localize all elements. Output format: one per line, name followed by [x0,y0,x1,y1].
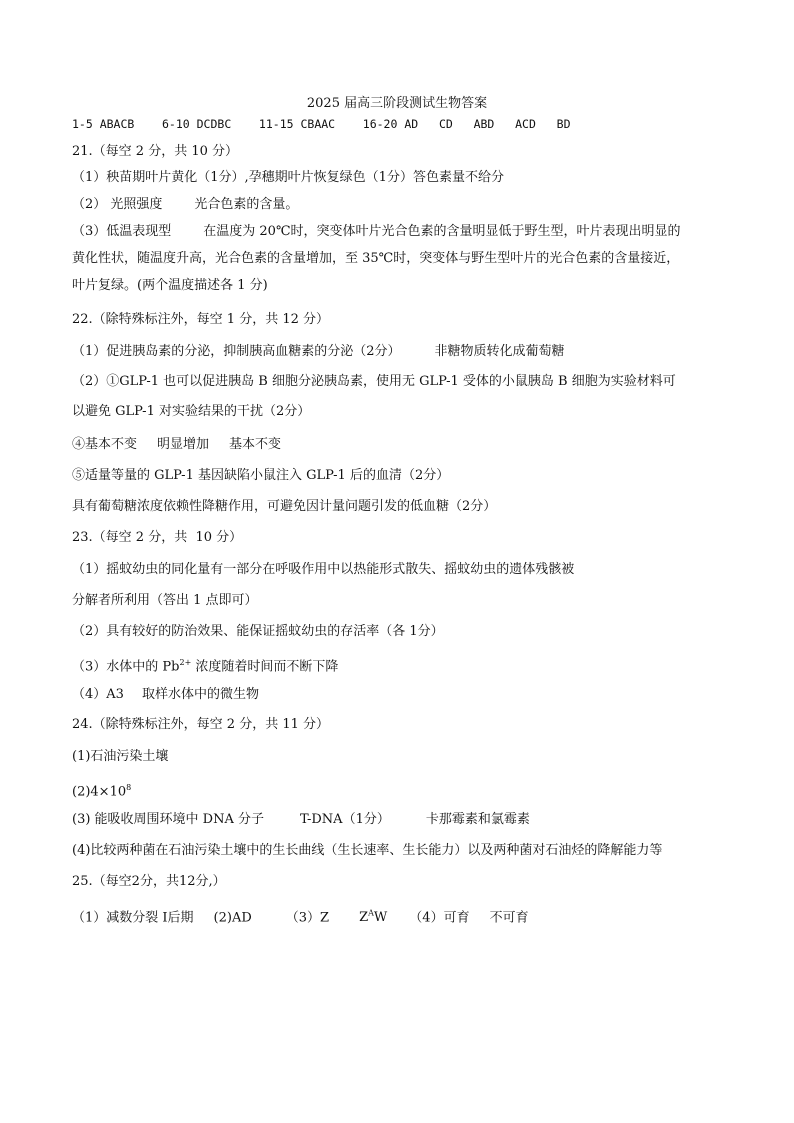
q25-answer-3-b-pre: Z [359,910,369,926]
q21-answer-3-line-1 [72,222,681,242]
q24-answer-3-part-2: T-DNA（1分） [300,812,390,827]
q24-answer-2-superscript: 8 [126,783,132,792]
q21-answer-3-text: 在温度为 20℃时，突变体叶片光合色素的含量明显低于野生型，叶片表现出明显的 [203,224,681,239]
q25-answer-4-label: （4）可育 [409,910,470,926]
q23-answer-3-post: 浓度随着时间而不断下降 [191,659,339,675]
q21-answer-1: （1）秧苗期叶片黄化（1分）,孕穗期叶片恢复绿色（1分）答色素量不给分 [72,170,504,185]
q22-answer-2-line-2: 以避免 GLP-1 对实验结果的干扰（2分） [72,404,311,419]
q21-answer-3-line-2: 黄化性状，随温度升高，光合色素的含量增加，至 35℃时，突变体与野生型叶片的光合色素的含量接近， [72,251,680,266]
q22-answer-4-part-2: 明显增加 [157,437,210,452]
q22-answer-4 [72,435,281,455]
q23-answer-3-superscript: 2+ [179,658,192,667]
choice-answers-line: 1-5 ABACB 6-10 DCDBC 11-15 CBAAC 16-20 AD CD ABD ACD BD [72,117,571,131]
q25-answer-3-b-post: W [373,910,388,926]
q25-answer-4-text: 不可育 [489,910,529,926]
q24-answer-3-part-1: (3) 能吸收周围环境中 DNA 分子 [72,812,264,827]
q21-answer-2 [72,195,298,215]
q22-answer-1-text: （1）促进胰岛素的分泌，抑制胰高血糖素的分泌（2分） [72,344,401,359]
q22-header: 22.（除特殊标注外，每空 1 分，共 12 分） [72,312,330,327]
q24-header: 24.（除特殊标注外，每空 2 分，共 11 分） [72,717,330,732]
q22-answer-4-part-1: ④基本不变 [72,437,138,452]
q22-answer-5: ⑤适量等量的 GLP-1 基因缺陷小鼠注入 GLP-1 后的血清（2分） [72,468,450,483]
q21-header: 21.（每空 2 分，共 10 分） [72,144,239,159]
q25-answer-1: （1）减数分裂 I后期 [72,910,194,926]
q22-answer-1-text-2: 非糖物质转化成葡萄糖 [434,344,565,359]
q25-answer-2: (2)AD [213,910,252,926]
q23-answer-2: （2）具有较好的防治效果、能保证摇蚊幼虫的存活率（各 1分） [72,624,444,639]
q23-answer-1-line-1: （1）摇蚊幼虫的同化量有一部分在呼吸作用中以热能形式散失、摇蚊幼虫的遗体残骸被 [72,562,575,577]
q21-answer-2-text: 光合色素的含量。 [194,197,299,212]
q25-answers [72,904,529,928]
q23-answer-4-text: 取样水体中的微生物 [141,687,259,702]
q23-answer-3 [72,653,338,677]
q25-answer-3-b [359,910,387,925]
q25-answer-3-label: （3）Z [285,910,330,926]
q24-answer-3 [72,810,530,830]
q22-answer-1 [72,342,565,362]
q23-answer-1-line-2: 分解者所利用（答出 1 点即可） [72,593,258,608]
q24-answer-3-part-3: 卡那霉素和氯霉素 [425,812,530,827]
q24-answer-1: (1)石油污染土壤 [72,749,169,764]
q21-answer-2-label: （2） 光照强度 [72,197,163,212]
q22-answer-2-line-1: （2）①GLP-1 也可以促进胰岛 B 细胞分泌胰岛素，使用无 GLP-1 受体的小鼠胰岛 B 细胞为实验材料可 [72,374,676,389]
q24-answer-4: (4)比较两种菌在石油污染土壤中的生长曲线（生长速率、生长能力）以及两种菌对石油烃的降解能力等 [72,843,663,858]
q23-answer-4 [72,685,259,705]
q25-answer-3-b-superscript: A [368,909,374,918]
document-title: 2025 届高三阶段测试生物答案 [306,96,488,111]
q24-answer-2-pre: (2)4×10 [72,784,127,800]
q22-answer-4-part-3: 基本不变 [229,437,282,452]
q23-header: 23.（每空 2 分，共 10 分） [72,530,243,545]
q25-header: 25.（每空2分，共12分,） [72,874,226,889]
q23-answer-4-label: （4）A3 [72,687,124,702]
q24-answer-2 [72,778,131,802]
q21-answer-3-line-3: 叶片复绿。(两个温度描述各 1 分) [72,278,268,293]
q23-answer-3-pre: （3）水体中的 Pb [72,659,180,675]
q21-answer-3-label: （3）低温表现型 [72,224,172,239]
q22-answer-6: 具有葡萄糖浓度依赖性降糖作用，可避免因计量问题引发的低血糖（2分） [72,499,497,514]
